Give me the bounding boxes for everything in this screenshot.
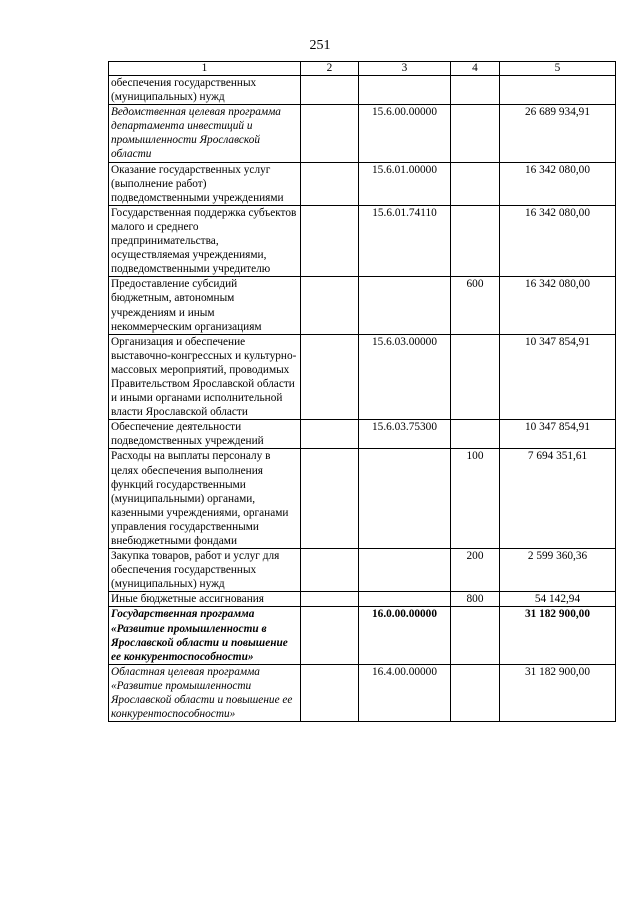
target-code-cell: 15.6.01.74110 — [359, 205, 451, 276]
amount-cell — [500, 76, 616, 105]
target-code-cell: 16.0.00.00000 — [359, 607, 451, 664]
expense-type-cell — [451, 76, 500, 105]
amount-cell: 16 342 080,00 — [500, 277, 616, 334]
expense-name-cell: Расходы на выплаты персоналу в целях обеспечения выполнения функций государственными (муниципальными) органами, казенными учреждениями, органами управления государственными внебюджетными фондами — [109, 449, 301, 549]
column-header: 3 — [359, 62, 451, 76]
expense-type-cell — [451, 162, 500, 205]
expense-name-cell: Обеспечение деятельности подведомственных учреждений — [109, 420, 301, 449]
amount-cell: 7 694 351,61 — [500, 449, 616, 549]
expense-type-cell — [451, 105, 500, 162]
ministry-cell — [301, 162, 359, 205]
expense-type-cell: 600 — [451, 277, 500, 334]
ministry-cell — [301, 449, 359, 549]
column-header: 4 — [451, 62, 500, 76]
target-code-cell — [359, 549, 451, 592]
expense-name-cell: Организация и обеспечение выставочно-конгрессных и культурно-массовых мероприятий, проводимых Правительством Ярославской области и иными органами исполнительной власти Ярославской области — [109, 334, 301, 420]
table-row — [109, 592, 616, 607]
ministry-cell — [301, 607, 359, 664]
expense-type-cell: 800 — [451, 592, 500, 607]
amount-cell: 26 689 934,91 — [500, 105, 616, 162]
expense-name-cell: Ведомственная целевая программа департамента инвестиций и промышленности Ярославской области — [109, 105, 301, 162]
expense-name-cell: Областная целевая программа «Развитие промышленности Ярославской области и повышение ее конкурентоспособности» — [109, 664, 301, 721]
target-code-cell: 15.6.00.00000 — [359, 105, 451, 162]
ministry-cell — [301, 664, 359, 721]
table-row — [109, 105, 616, 162]
ministry-cell — [301, 105, 359, 162]
ministry-cell — [301, 420, 359, 449]
expense-name-cell: Иные бюджетные ассигнования — [109, 592, 301, 607]
amount-cell: 31 182 900,00 — [500, 664, 616, 721]
target-code-cell — [359, 277, 451, 334]
amount-cell: 2 599 360,36 — [500, 549, 616, 592]
amount-cell: 16 342 080,00 — [500, 205, 616, 276]
table-row — [109, 664, 616, 721]
ministry-cell — [301, 277, 359, 334]
target-code-cell: 16.4.00.00000 — [359, 664, 451, 721]
column-header: 5 — [500, 62, 616, 76]
expense-type-cell — [451, 607, 500, 664]
expense-type-cell: 100 — [451, 449, 500, 549]
column-header: 2 — [301, 62, 359, 76]
table-row — [109, 420, 616, 449]
expense-type-cell — [451, 334, 500, 420]
expense-name-cell: Государственная поддержка субъектов малого и среднего предпринимательства, осуществляемая учреждениями, подведомственными учредителю — [109, 205, 301, 276]
ministry-cell — [301, 76, 359, 105]
expense-name-cell: Государственная программа «Развитие промышленности в Ярославской области и повышение ее конкурентоспособности» — [109, 607, 301, 664]
target-code-cell — [359, 76, 451, 105]
page-number: 251 — [309, 38, 331, 53]
target-code-cell — [359, 592, 451, 607]
table-row — [109, 162, 616, 205]
target-code-cell: 15.6.01.00000 — [359, 162, 451, 205]
amount-cell: 16 342 080,00 — [500, 162, 616, 205]
ministry-cell — [301, 334, 359, 420]
budget-table — [108, 61, 616, 722]
table-row — [109, 334, 616, 420]
ministry-cell — [301, 205, 359, 276]
amount-cell: 31 182 900,00 — [500, 607, 616, 664]
amount-cell: 10 347 854,91 — [500, 420, 616, 449]
expense-type-cell — [451, 420, 500, 449]
target-code-cell — [359, 449, 451, 549]
table-header-row — [109, 62, 616, 76]
table-row — [109, 449, 616, 549]
amount-cell: 54 142,94 — [500, 592, 616, 607]
target-code-cell: 15.6.03.75300 — [359, 420, 451, 449]
column-header: 1 — [109, 62, 301, 76]
ministry-cell — [301, 592, 359, 607]
ministry-cell — [301, 549, 359, 592]
table-row — [109, 549, 616, 592]
expense-name-cell: Оказание государственных услуг (выполнение работ) подведомственными учреждениями — [109, 162, 301, 205]
expense-name-cell: Предоставление субсидий бюджетным, автономным учреждениям и иным некоммерческим организациям — [109, 277, 301, 334]
table-row — [109, 277, 616, 334]
target-code-cell: 15.6.03.00000 — [359, 334, 451, 420]
expense-name-cell: Закупка товаров, работ и услуг для обеспечения государственных (муниципальных) нужд — [109, 549, 301, 592]
table-row — [109, 607, 616, 664]
expense-name-cell: обеспечения государственных (муниципальных) нужд — [109, 76, 301, 105]
table-row — [109, 205, 616, 276]
expense-type-cell: 200 — [451, 549, 500, 592]
expense-type-cell — [451, 664, 500, 721]
table-row — [109, 76, 616, 105]
expense-type-cell — [451, 205, 500, 276]
amount-cell: 10 347 854,91 — [500, 334, 616, 420]
